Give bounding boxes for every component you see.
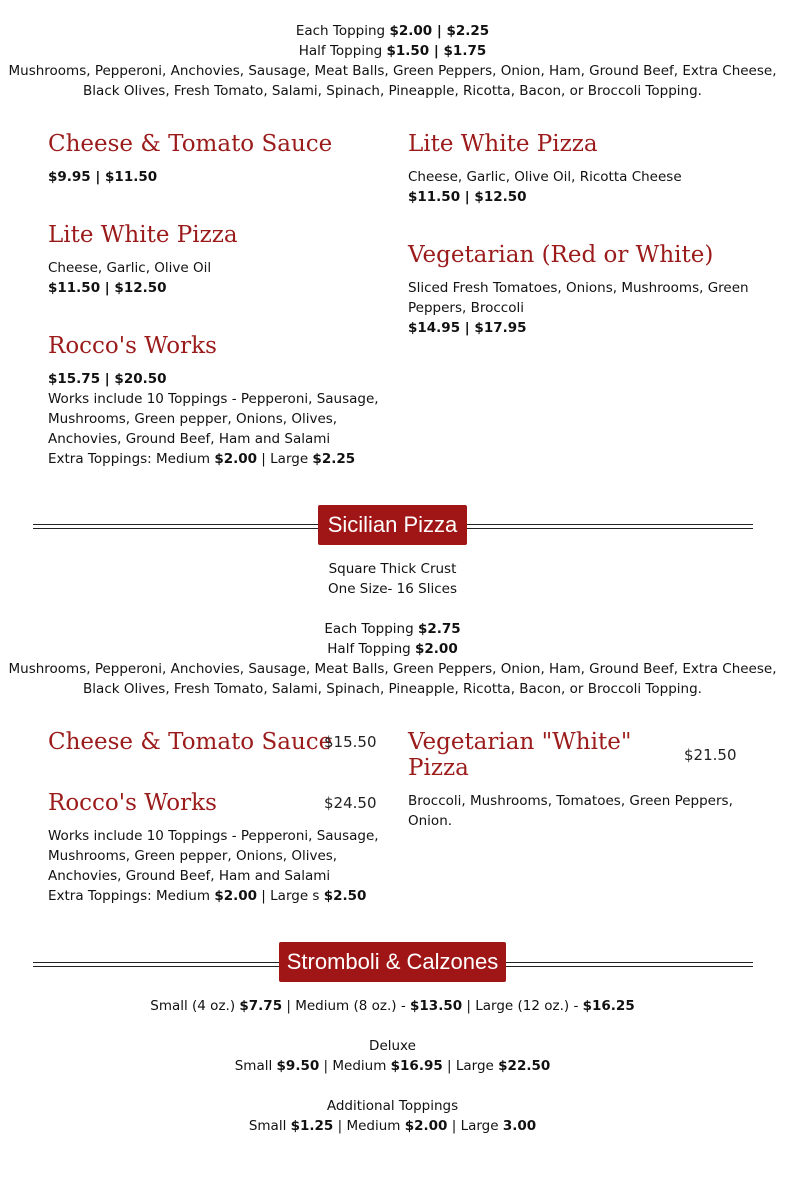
deluxe-small-label: Small — [234, 1058, 273, 1074]
additional-large-price: 3.00 — [502, 1118, 537, 1134]
each-topping-line — [0, 21, 785, 41]
sicilian-crust: Square Thick Crust — [328, 561, 457, 577]
deluxe-large-label: | Large — [442, 1058, 499, 1074]
half-topping-label: Half Topping — [298, 43, 383, 59]
stromboli-small-price: $7.75 — [239, 998, 283, 1014]
sicilian-cheese-title: Cheese & Tomato Sauce — [48, 729, 333, 755]
cheese-tomato-title: Cheese & Tomato Sauce — [48, 131, 333, 157]
stromboli-large-price: $16.25 — [582, 998, 635, 1014]
sicilian-toppings-line-1: Mushrooms, Pepperoni, Anchovies, Sausage, Meat Balls, Green Peppers, Onion, Ham, Ground Beef, Extra Cheese, — [8, 661, 777, 677]
roccos-works-desc-1: Works include 10 Toppings - Pepperoni, Sausage, — [48, 391, 379, 407]
each-topping-label: Each Topping — [295, 23, 386, 39]
additional-medium-label: | Medium — [333, 1118, 405, 1134]
sicilian-roccos-desc-1: Works include 10 Toppings - Pepperoni, Sausage, — [48, 828, 379, 844]
toppings-list-line-1: Mushrooms, Pepperoni, Anchovies, Sausage, Meat Balls, Green Peppers, Onion, Ham, Ground Beef, Extra Cheese, — [8, 63, 777, 79]
extra-label: Extra Toppings: Medium — [48, 451, 211, 467]
sicilian-toppings-line-2: Black Olives, Fresh Tomato, Salami, Spinach, Pineapple, Ricotta, Bacon, or Broccoli Topping. — [83, 681, 702, 697]
stromboli-banner: Stromboli & Calzones — [279, 942, 506, 982]
sicilian-roccos-desc-2: Mushrooms, Green pepper, Onions, Olives, — [48, 848, 338, 864]
sicilian-extra-label: Extra Toppings: Medium — [48, 888, 211, 904]
sicilian-roccos-desc-3: Anchovies, Ground Beef, Ham and Salami — [48, 868, 331, 884]
additional-medium-price: $2.00 — [404, 1118, 448, 1134]
lite-white-title: Lite White Pizza — [48, 222, 238, 248]
roccos-works-extra — [48, 449, 355, 469]
additional-small-label: Small — [248, 1118, 287, 1134]
lite-white-desc: Cheese, Garlic, Olive Oil — [48, 260, 212, 276]
cheese-tomato-price: $9.95 | $11.50 — [48, 169, 158, 185]
sicilian-roccos-title: Rocco's Works — [48, 790, 217, 816]
vegetarian-desc-1: Sliced Fresh Tomatoes, Onions, Mushrooms, Green — [408, 280, 749, 296]
sicilian-roccos-price: $24.50 — [324, 794, 377, 812]
sicilian-extra-sep: | Large s — [257, 888, 324, 904]
sicilian-each-topping — [0, 619, 785, 639]
sicilian-half-price: $2.00 — [415, 641, 458, 657]
extra-sep: | Large — [257, 451, 313, 467]
stromboli-medium-label: | Medium (8 oz.) - — [282, 998, 411, 1014]
vegetarian-title: Vegetarian (Red or White) — [408, 242, 714, 268]
additional-toppings-heading: Additional Toppings — [326, 1098, 459, 1114]
stromboli-medium-price: $13.50 — [410, 998, 463, 1014]
sicilian-half-topping — [0, 639, 785, 659]
sicilian-banner: Sicilian Pizza — [318, 505, 467, 545]
vegetarian-price: $14.95 | $17.95 — [408, 320, 527, 336]
roccos-works-desc-3: Anchovies, Ground Beef, Ham and Salami — [48, 431, 331, 447]
lite-white-ricotta-desc: Cheese, Garlic, Olive Oil, Ricotta Cheese — [408, 169, 682, 185]
deluxe-small-price: $9.50 — [276, 1058, 320, 1074]
stromboli-sizes — [0, 996, 785, 1016]
additional-large-label: | Large — [447, 1118, 503, 1134]
extra-medium-price: $2.00 — [214, 451, 258, 467]
additional-toppings-prices — [0, 1116, 785, 1136]
sicilian-extra-large: $2.50 — [323, 888, 367, 904]
roccos-works-desc-2: Mushrooms, Green pepper, Onions, Olives, — [48, 411, 338, 427]
lite-white-ricotta-title: Lite White Pizza — [408, 131, 598, 157]
sicilian-extra-medium: $2.00 — [214, 888, 258, 904]
sicilian-veg-title-2: Pizza — [408, 755, 469, 781]
sicilian-veg-desc-1: Broccoli, Mushrooms, Tomatoes, Green Peppers, — [408, 793, 733, 809]
lite-white-price: $11.50 | $12.50 — [48, 280, 167, 296]
deluxe-heading: Deluxe — [369, 1038, 416, 1054]
roccos-works-price: $15.75 | $20.50 — [48, 371, 167, 387]
sicilian-size: One Size- 16 Slices — [328, 581, 457, 597]
sicilian-veg-desc-2: Onion. — [408, 813, 453, 829]
lite-white-ricotta-price: $11.50 | $12.50 — [408, 189, 527, 205]
toppings-list-line-2: Black Olives, Fresh Tomato, Salami, Spinach, Pineapple, Ricotta, Bacon, or Broccoli Topping. — [83, 83, 702, 99]
half-topping-line — [0, 41, 785, 61]
sicilian-each-label: Each Topping — [324, 621, 414, 637]
stromboli-large-label: | Large (12 oz.) - — [462, 998, 583, 1014]
sicilian-cheese-price: $15.50 — [324, 733, 377, 751]
deluxe-medium-label: | Medium — [319, 1058, 391, 1074]
deluxe-large-price: $22.50 — [498, 1058, 551, 1074]
extra-large-price: $2.25 — [312, 451, 356, 467]
sicilian-roccos-extra — [48, 886, 366, 906]
deluxe-prices — [0, 1056, 785, 1076]
sicilian-veg-price: $21.50 — [684, 746, 737, 764]
deluxe-medium-price: $16.95 — [390, 1058, 443, 1074]
sicilian-veg-title-1: Vegetarian "White" — [408, 729, 632, 755]
roccos-works-title: Rocco's Works — [48, 333, 217, 359]
stromboli-small-label: Small (4 oz.) — [150, 998, 236, 1014]
additional-small-price: $1.25 — [290, 1118, 334, 1134]
each-topping-price: $2.00 | $2.25 — [389, 23, 490, 39]
half-topping-price: $1.50 | $1.75 — [386, 43, 487, 59]
sicilian-each-price: $2.75 — [417, 621, 461, 637]
sicilian-half-label: Half Topping — [327, 641, 411, 657]
vegetarian-desc-2: Peppers, Broccoli — [408, 300, 524, 316]
